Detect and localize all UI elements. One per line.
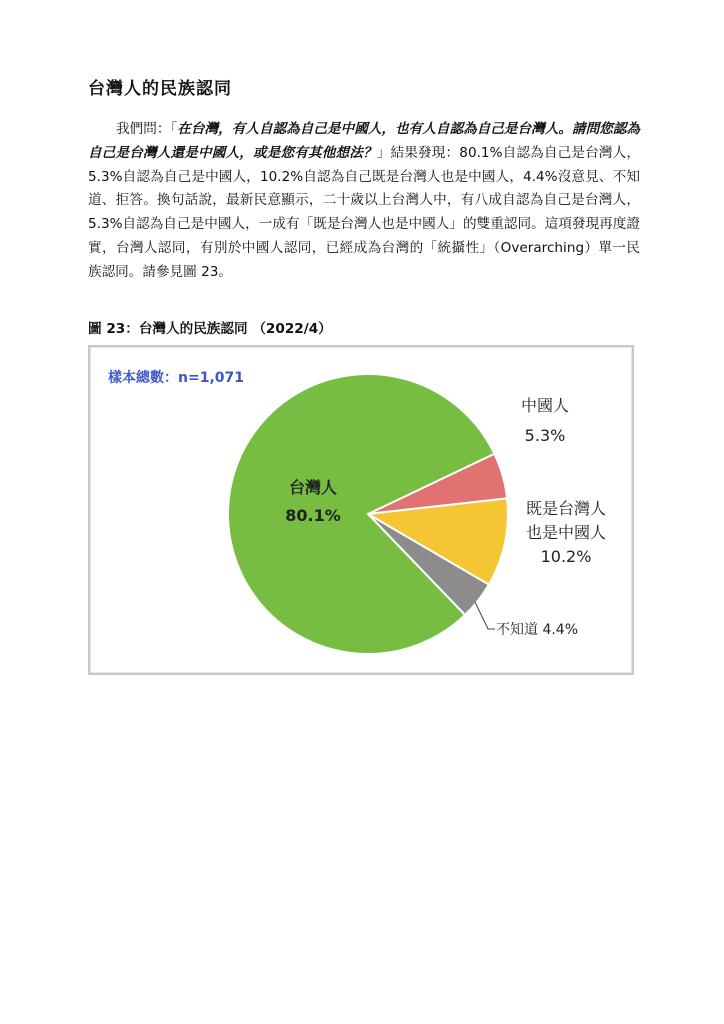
para-intro: 我們問：「 [116, 121, 178, 137]
label-both [512, 497, 620, 569]
body-paragraph [88, 118, 640, 285]
sample-size-label: 樣本總數：n=1,071 [108, 370, 244, 386]
section-title: 台灣人的民族認同 [88, 79, 232, 99]
label-dont-know: 不知道 4.4% [496, 622, 579, 638]
leader-line-dont-know [475, 602, 495, 629]
figure-caption: 圖 23：台灣人的民族認同 （2022/4） [88, 321, 332, 337]
label-chinese [510, 393, 580, 445]
para-body: 」結果發現：80.1%自認為自己是台灣人，5.3%自認為自己是中國人，10.2%自認為自己既是台灣人也是中國人，4.4%沒意見、不知道、拒答。換句話說，最新民意顯示，二十歲以上台灣人中，有八成自認為自己是台灣人，5.3%自認為自己是中國人，一成有「既是台灣人也是中國人」的雙重認同。這項發現再度證實，台灣人認同，有別於中國人認同，已經成為台灣的「統攝性」（Overarching）單一民族認同。請參見圖 23。 [88, 144, 641, 280]
label-both-line1: 既是台灣人 [525, 499, 606, 518]
label-taiwanese-value: 80.1% [285, 506, 341, 525]
label-both-value: 10.2% [540, 547, 592, 566]
survey-question: 在台灣，有人自認為自己是中國人，也有人自認為自己是台灣人。請問您認為自己是台灣人還是中國人，或是您有其他想法？ [88, 121, 641, 161]
label-taiwanese [274, 475, 352, 525]
pie-chart-frame [88, 345, 634, 675]
label-both-line2: 也是中國人 [525, 523, 606, 542]
label-chinese-value: 5.3% [524, 426, 566, 445]
label-taiwanese-name: 台灣人 [288, 478, 337, 497]
label-chinese-name: 中國人 [520, 396, 569, 415]
